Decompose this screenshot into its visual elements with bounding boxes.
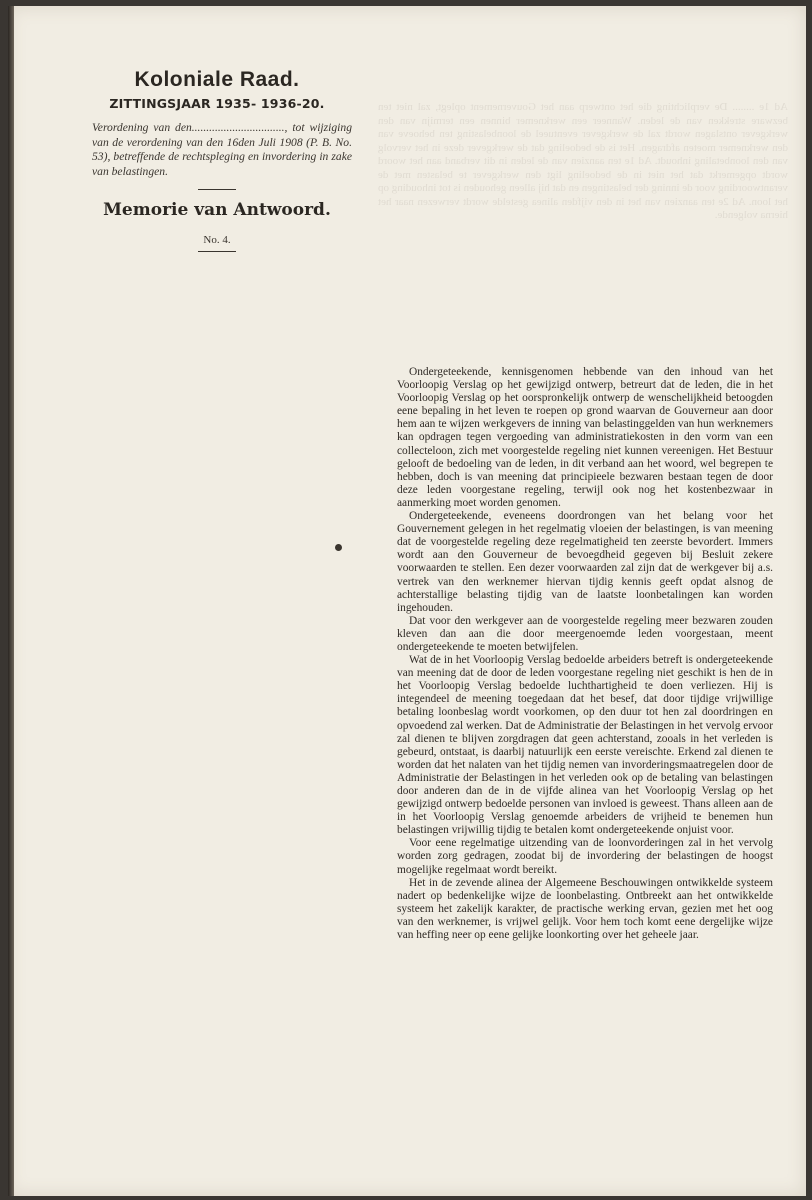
show-through-text: Ad 1e ........ De verplichting die het ontwerp aan het Gouvernement oplegt, zal niet ten bezware strekken van de leden. Wanneer een werknemer binnen een termijn van den werkgever ontslagen wordt zal de werkgever eventueel de loonbelasting ten behoeve van den werknemer moeten afdragen. Het is de bedoeling dat de werkgever deze in het vervolg van den loonbetaling inhoudt. Ad 1e ten aanzien van de leden in dit verband aan het woord wordt opgemerkt dat het niet in de bedoeling ligt den werkgever te belasten met de verantwoording voor de inning der belastingen en dat hij alleen gehouden is tot inhouding op het loon. Ad 2e ten aanzien van het in den vijfden alinea gestelde wordt verwezen naar het hierna volgende. [378, 101, 788, 221]
document-page [8, 6, 806, 1196]
divider [198, 189, 236, 190]
document-type: Memorie van Antwoord. [103, 200, 331, 220]
paragraph: Ondergeteekende, eveneens doordrongen van het belang voor het Gouvernement gelegen in het regelmatig vloeien der belastingen, is van meening dat de voorgestelde regeling deze regelmatigheid ten zeerste bevordert. Immers wordt aan den Gouverneur de bevoegdheid gegeven bij Besluit zekere voorwaarden te stellen. Een dezer voorwaarden zal zijn dat de werkgever bij a.s. vertrek van den werknemer hiervan tijdig kennis geeft opdat alsnog de achterstallige belasting tijdig van de laatste loonbetalingen kan worden ingehouden. [397, 510, 773, 614]
paragraph: Voor eene regelmatige uitzending van de loonvorderingen zal in het vervolg worden zorg gedragen, zoodat bij de invordering der belastingen de hoogst mogelijke regelmaat wordt bereikt. [397, 837, 773, 876]
ink-spot [335, 544, 342, 551]
session-year: ZITTINGSJAAR 1935- 1936-20. [109, 96, 325, 111]
binding-edge [8, 6, 14, 1196]
paragraph: Wat de in het Voorloopig Verslag bedoelde arbeiders betreft is ondergeteekende van meening dat de door de leden voorgestane regeling niet geschikt is hen de in het Voorloopig Verslag bedoelde luchthartigheid te doen verliezen. Hij is integendeel de meening toegedaan dat het besef, dat door tijdige vrijwillige betaling loonbeslag wordt voorkomen, op den duur tot hen zal doordringen en opvoedend zal werken. Dat de Administratie der Belastingen in het vervolg ervoor zal dienen te blijven zorgdragen dat geen achterstand, zooals in het verleden is gebeurd, ontstaat, is daarbij natuurlijk een eerste vereischte. Erkend zal dienen te worden dat het nalaten van het tijdig nemen van invorderingsmaatregelen door de Administratie der Belastingen in het verleden ook op de betaling van belastingen door anderen dan de in de vijfde alinea van het Voorloopig Verslag op het gewijzigd ontwerp bedoelde personen van invloed is geweest. Thans alleen aan de in het Voorloopig Verslag genoemde arbeiders de vrijheid te benemen hun belastingen vrijwillig tijdig te betalen komt ondergeteekende onjuist voor. [397, 654, 773, 837]
ordinance-description: Verordening van den................................, tot wijziging van de verordening van den 16den Juli 1908 (P. B. No. 53), betreffende de rechtspleging en invordering in zake van belastingen. [92, 121, 352, 178]
document-header [82, 68, 352, 252]
council-title: Koloniale Raad. [134, 68, 300, 91]
divider [198, 251, 236, 252]
memorandum-body [397, 366, 773, 942]
paragraph: Het in de zevende alinea der Algemeene Beschouwingen ontwikkelde systeem nadert op bedenkelijke wijze de loonbelasting. Ontbreekt aan het ontwikkelde systeem het zakelijk karakter, de practische werking ervan, gezien met het oog van den werknemer, is vrijwel gelijk. Voor hem toch komt eene dergelijke wijze van heffing neer op eene gelijke loonkorting over het geheele jaar. [397, 876, 773, 942]
paragraph: Ondergeteekende, kennisgenomen hebbende van den inhoud van het Voorloopig Verslag op het gewijzigd ontwerp, betreurt dat de leden, die in het Voorloopig Verslag op het oorspronkelijk ontwerp de wenschelijkheid betoogden eene bepaling in het leven te roepen op grond waarvan de Gouverneur aan door hem aan te wijzen werkgevers de inning van belastinggelden van hun werknemers kan opdragen tegen vergoeding van administratiekosten in den vorm van een collecteloon, zich met voorgestelde regeling niet kunnen vereenigen. Het Bestuur gelooft de bedoeling van de leden, in dit verband aan het woord, wel begrepen te hebben, doch is van meening dat principieele bezwaren bestaan tegen de door deze leden voorgestane regeling, terwijl ook nog het kostenbezwaar in aanmerking moet worden genomen. [397, 366, 773, 509]
document-number: No. 4. [203, 234, 231, 246]
paragraph: Dat voor den werkgever aan de voorgestelde regeling meer bezwaren zouden kleven dan aan die door meergenoemde leden voorgestaan, meent ondergeteekende te moeten betwijfelen. [397, 614, 773, 653]
